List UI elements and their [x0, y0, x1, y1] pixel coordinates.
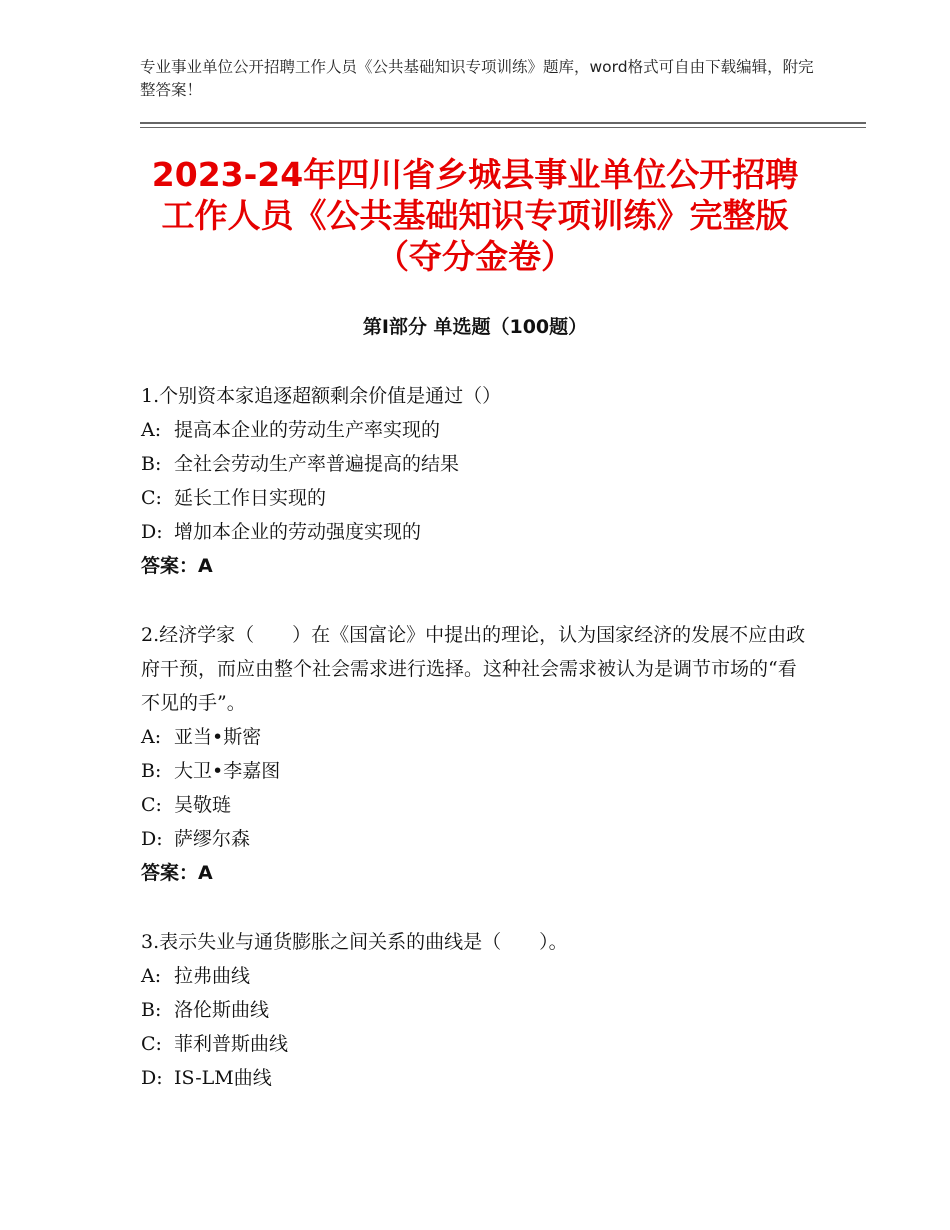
option-c	[141, 481, 811, 515]
option-d	[141, 1061, 811, 1095]
header-rule-thick	[140, 122, 866, 124]
option-text: 增加本企业的劳动强度实现的	[174, 521, 422, 543]
option-b	[141, 447, 811, 481]
document-title: 2023-24年四川省乡城县事业单位公开招聘工作人员《公共基础知识专项训练》完整版（夺分金卷）	[151, 155, 799, 276]
question-2	[141, 618, 811, 890]
option-text: 亚当•斯密	[174, 726, 262, 748]
option-text: 菲利普斯曲线	[174, 1033, 289, 1055]
question-stem: 3.表示失业与通货膨胀之间关系的曲线是（ ）。	[141, 931, 568, 953]
header-rule-thin	[140, 127, 866, 128]
option-a	[141, 413, 811, 447]
option-letter: D:	[141, 1067, 163, 1089]
option-letter: A:	[141, 965, 162, 987]
option-letter: C:	[141, 794, 162, 816]
option-d	[141, 822, 811, 856]
option-letter: A:	[141, 419, 162, 441]
option-letter: B:	[141, 760, 162, 782]
option-text: 大卫•李嘉图	[174, 760, 281, 782]
question-stem: 2.经济学家（ ）在《国富论》中提出的理论，认为国家经济的发展不应由政府干预，而应由整个社会需求进行选择。这种社会需求被认为是调节市场的“看不见的手”。	[141, 624, 806, 714]
option-text: 萨缪尔森	[174, 828, 251, 850]
option-letter: A:	[141, 726, 162, 748]
answer-line: 答案：A	[141, 862, 213, 884]
option-text: 拉弗曲线	[174, 965, 251, 987]
option-letter: D:	[141, 521, 163, 543]
option-c	[141, 1027, 811, 1061]
option-a	[141, 720, 811, 754]
option-b	[141, 993, 811, 1027]
option-letter: B:	[141, 999, 162, 1021]
header-note: 专业事业单位公开招聘工作人员《公共基础知识专项训练》题库，word格式可自由下载编辑，附完整答案！	[140, 58, 814, 99]
answer-line: 答案：A	[141, 555, 213, 577]
option-a	[141, 959, 811, 993]
question-1	[141, 379, 811, 583]
option-letter: C:	[141, 487, 162, 509]
option-text: 延长工作日实现的	[174, 487, 327, 509]
option-letter: C:	[141, 1033, 162, 1055]
option-text: 洛伦斯曲线	[174, 999, 270, 1021]
option-letter: B:	[141, 453, 162, 475]
question-3	[141, 925, 811, 1095]
option-text: 全社会劳动生产率普遍提高的结果	[174, 453, 460, 475]
question-stem: 1.个别资本家追逐超额剩余价值是通过（）	[141, 385, 502, 407]
option-text: IS-LM曲线	[174, 1067, 272, 1089]
option-letter: D:	[141, 828, 163, 850]
option-text: 吴敬琏	[174, 794, 232, 816]
section-title: 第Ⅰ部分 单选题（100题）	[362, 316, 588, 338]
option-c	[141, 788, 811, 822]
option-text: 提高本企业的劳动生产率实现的	[174, 419, 441, 441]
option-b	[141, 754, 811, 788]
option-d	[141, 515, 811, 549]
